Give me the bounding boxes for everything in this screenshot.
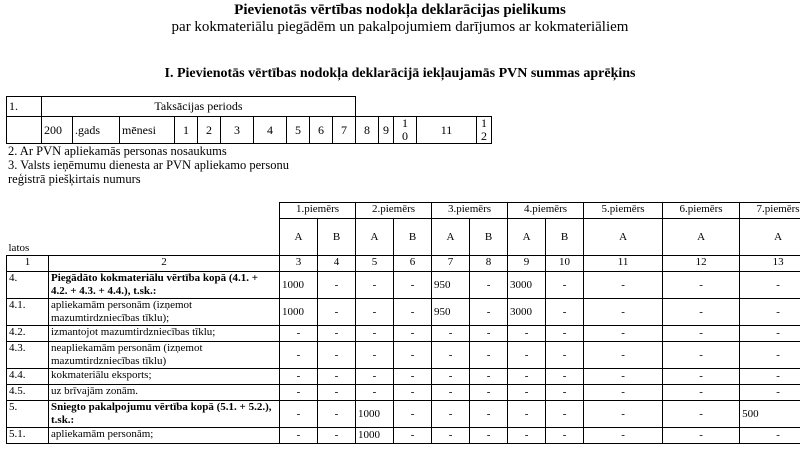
- month-cell[interactable]: 1 0: [394, 117, 417, 144]
- registration-label: 3. Valsts ieņēmumu dienesta ar PVN apliekamo personu: [8, 158, 289, 172]
- value-cell[interactable]: -: [318, 385, 356, 401]
- value-cell[interactable]: -: [318, 401, 356, 428]
- sub-col-header: B: [470, 219, 508, 256]
- month-cell[interactable]: 7: [333, 117, 356, 144]
- value-cell[interactable]: -: [584, 401, 663, 428]
- value-cell[interactable]: -: [546, 385, 584, 401]
- row-number: 4.: [7, 272, 49, 299]
- row-description: apliekamām personām (izņemot mazumtirdzniecības tīklu);: [49, 299, 280, 326]
- column-number: 1: [7, 256, 49, 272]
- row-description: kokmateriālu eksports;: [49, 369, 280, 385]
- value-cell[interactable]: -: [280, 342, 318, 369]
- value-cell[interactable]: -: [508, 401, 546, 428]
- value-cell[interactable]: -: [546, 428, 584, 444]
- value-cell[interactable]: -: [546, 369, 584, 385]
- value-cell[interactable]: -: [584, 369, 663, 385]
- value-cell[interactable]: -: [584, 342, 663, 369]
- row-number: 4.4.: [7, 369, 49, 385]
- value-cell[interactable]: -: [318, 428, 356, 444]
- value-cell[interactable]: -: [394, 299, 432, 326]
- value-cell[interactable]: -: [470, 369, 508, 385]
- column-number: 12: [663, 256, 740, 272]
- value-cell[interactable]: 1000: [280, 299, 318, 326]
- value-cell[interactable]: -: [394, 272, 432, 299]
- sub-col-header: B: [318, 219, 356, 256]
- value-cell[interactable]: -: [546, 272, 584, 299]
- value-cell[interactable]: -: [584, 299, 663, 326]
- value-cell[interactable]: -: [432, 342, 470, 369]
- value-cell[interactable]: -: [508, 428, 546, 444]
- table-row: [7, 299, 800, 326]
- value-cell[interactable]: -: [432, 428, 470, 444]
- sub-col-header: A: [356, 219, 394, 256]
- sub-col-header: A: [740, 219, 800, 256]
- value-cell[interactable]: -: [356, 385, 394, 401]
- row-description: apliekamām personām;: [49, 428, 280, 444]
- row-number: 4.2.: [7, 326, 49, 342]
- value-cell[interactable]: -: [394, 369, 432, 385]
- value-cell[interactable]: -: [394, 385, 432, 401]
- row-description: izmantojot mazumtirdzniecības tīklu;: [49, 326, 280, 342]
- value-cell[interactable]: -: [356, 342, 394, 369]
- sub-col-header: B: [546, 219, 584, 256]
- value-cell[interactable]: -: [584, 326, 663, 342]
- sub-col-header: A: [508, 219, 546, 256]
- table-row: [7, 428, 800, 444]
- taxpayer-name-label: 2. Ar PVN apliekamās personas nosaukums: [8, 144, 227, 158]
- sub-col-header: B: [394, 219, 432, 256]
- value-cell[interactable]: -: [740, 299, 800, 326]
- month-cell[interactable]: 2: [198, 117, 221, 144]
- value-cell[interactable]: -: [508, 369, 546, 385]
- value-cell[interactable]: -: [280, 385, 318, 401]
- year-suffix: .gads: [73, 117, 120, 144]
- row-description: Sniegto pakalpojumu vērtība kopā (5.1. + 5.2.), t.sk.:: [49, 401, 280, 428]
- latos-label: latos: [7, 203, 280, 256]
- value-cell[interactable]: -: [546, 401, 584, 428]
- example-header: 3.piemērs: [432, 203, 508, 219]
- example-header: 1.piemērs: [280, 203, 356, 219]
- row-number: 1.: [7, 97, 42, 117]
- month-cell[interactable]: 1 2: [477, 117, 492, 144]
- value-cell[interactable]: -: [508, 342, 546, 369]
- value-cell[interactable]: -: [280, 369, 318, 385]
- value-cell[interactable]: -: [663, 342, 740, 369]
- value-cell[interactable]: -: [280, 428, 318, 444]
- value-cell[interactable]: -: [470, 385, 508, 401]
- value-cell[interactable]: -: [470, 326, 508, 342]
- value-cell[interactable]: -: [740, 326, 800, 342]
- row-number: 4.3.: [7, 342, 49, 369]
- section-heading: I. Pievienotās vērtības nodokļa deklarācijā iekļaujamās PVN summas aprēķins: [164, 66, 636, 81]
- column-number: 11: [584, 256, 663, 272]
- value-cell[interactable]: -: [432, 385, 470, 401]
- value-cell[interactable]: -: [663, 299, 740, 326]
- value-cell[interactable]: -: [356, 369, 394, 385]
- value-cell[interactable]: -: [663, 385, 740, 401]
- value-cell[interactable]: -: [432, 401, 470, 428]
- row-description: Piegādāto kokmateriālu vērtība kopā (4.1. + 4.2. + 4.3. + 4.4.), t.sk.:: [49, 272, 280, 299]
- tax-period-table: [6, 96, 492, 144]
- value-cell[interactable]: -: [584, 385, 663, 401]
- value-cell[interactable]: -: [356, 272, 394, 299]
- value-cell[interactable]: 950: [432, 272, 470, 299]
- value-cell[interactable]: 3000: [508, 299, 546, 326]
- column-number: 6: [394, 256, 432, 272]
- value-cell[interactable]: -: [432, 369, 470, 385]
- value-cell[interactable]: -: [546, 326, 584, 342]
- sub-col-header: A: [432, 219, 470, 256]
- value-cell[interactable]: -: [394, 401, 432, 428]
- value-cell[interactable]: 950: [432, 299, 470, 326]
- value-cell[interactable]: -: [280, 401, 318, 428]
- value-cell[interactable]: -: [584, 428, 663, 444]
- value-cell[interactable]: 3000: [508, 272, 546, 299]
- month-label: mēnesi: [120, 117, 175, 144]
- year-prefix[interactable]: 200: [42, 117, 73, 144]
- value-cell[interactable]: -: [508, 326, 546, 342]
- row-number: 4.5.: [7, 385, 49, 401]
- value-cell[interactable]: -: [663, 326, 740, 342]
- table-row: [7, 342, 800, 369]
- value-cell[interactable]: -: [318, 342, 356, 369]
- month-cell[interactable]: 4: [254, 117, 287, 144]
- value-cell[interactable]: -: [470, 428, 508, 444]
- value-cell[interactable]: -: [663, 369, 740, 385]
- example-header: 7.piemērs: [740, 203, 800, 219]
- table-row: [7, 401, 800, 428]
- table-row: [7, 369, 800, 385]
- column-number: 7: [432, 256, 470, 272]
- example-header: 6.piemērs: [663, 203, 740, 219]
- page-title: Pievienotās vērtības nodokļa deklarācijas pielikums: [234, 2, 566, 18]
- row-number: 4.1.: [7, 299, 49, 326]
- value-cell[interactable]: -: [318, 369, 356, 385]
- row-number: 5.1.: [7, 428, 49, 444]
- value-cell[interactable]: 1000: [356, 428, 394, 444]
- example-header: 4.piemērs: [508, 203, 584, 219]
- value-cell[interactable]: -: [470, 299, 508, 326]
- table-row: [7, 272, 800, 299]
- calculation-table: [6, 202, 800, 444]
- sub-col-header: A: [584, 219, 663, 256]
- column-number: 8: [470, 256, 508, 272]
- column-number: 4: [318, 256, 356, 272]
- value-cell[interactable]: -: [394, 342, 432, 369]
- sub-col-header: A: [663, 219, 740, 256]
- page-subtitle: par kokmateriālu piegādēm un pakalpojumiem darījumos ar kokmateriāliem: [171, 19, 629, 35]
- value-cell[interactable]: 1000: [280, 272, 318, 299]
- value-cell[interactable]: -: [740, 369, 800, 385]
- tax-period-label: Taksācijas periods: [42, 97, 356, 117]
- month-cell[interactable]: 5: [287, 117, 310, 144]
- row-number: 5.: [7, 401, 49, 428]
- value-cell[interactable]: -: [740, 342, 800, 369]
- value-cell[interactable]: -: [470, 272, 508, 299]
- value-cell[interactable]: -: [356, 326, 394, 342]
- month-cell[interactable]: 1: [175, 117, 198, 144]
- value-cell[interactable]: -: [318, 272, 356, 299]
- row-description: uz brīvajām zonām.: [49, 385, 280, 401]
- value-cell[interactable]: -: [546, 299, 584, 326]
- example-header: 5.piemērs: [584, 203, 663, 219]
- value-cell[interactable]: -: [663, 401, 740, 428]
- value-cell[interactable]: -: [663, 428, 740, 444]
- value-cell[interactable]: -: [318, 326, 356, 342]
- column-number: 3: [280, 256, 318, 272]
- value-cell[interactable]: -: [740, 385, 800, 401]
- value-cell[interactable]: -: [394, 428, 432, 444]
- column-number: 2: [49, 256, 280, 272]
- sub-col-header: A: [280, 219, 318, 256]
- example-header: 2.piemērs: [356, 203, 432, 219]
- value-cell[interactable]: -: [470, 342, 508, 369]
- value-cell[interactable]: -: [356, 299, 394, 326]
- value-cell[interactable]: -: [584, 272, 663, 299]
- month-cell[interactable]: 3: [221, 117, 254, 144]
- table-row: [7, 385, 800, 401]
- value-cell[interactable]: 500: [740, 401, 800, 428]
- column-number: 5: [356, 256, 394, 272]
- value-cell[interactable]: -: [280, 326, 318, 342]
- value-cell[interactable]: -: [470, 401, 508, 428]
- value-cell[interactable]: 1000: [356, 401, 394, 428]
- value-cell[interactable]: -: [394, 326, 432, 342]
- value-cell[interactable]: -: [546, 342, 584, 369]
- column-number: 10: [546, 256, 584, 272]
- value-cell[interactable]: -: [740, 428, 800, 444]
- column-number: 13: [740, 256, 800, 272]
- column-number-row: [7, 256, 800, 272]
- month-cell[interactable]: 11: [417, 117, 477, 144]
- month-cell[interactable]: 8: [356, 117, 379, 144]
- month-cell[interactable]: 6: [310, 117, 333, 144]
- value-cell[interactable]: -: [318, 299, 356, 326]
- value-cell[interactable]: -: [508, 385, 546, 401]
- table-row: [7, 326, 800, 342]
- row-description: neapliekamām personām (izņemot mazumtirdzniecības tīklu): [49, 342, 280, 369]
- value-cell[interactable]: -: [432, 326, 470, 342]
- column-number: 9: [508, 256, 546, 272]
- month-cell[interactable]: 9: [379, 117, 394, 144]
- value-cell[interactable]: -: [740, 272, 800, 299]
- value-cell[interactable]: -: [663, 272, 740, 299]
- registration-label-2: reģistrā piešķirtais numurs: [8, 172, 141, 186]
